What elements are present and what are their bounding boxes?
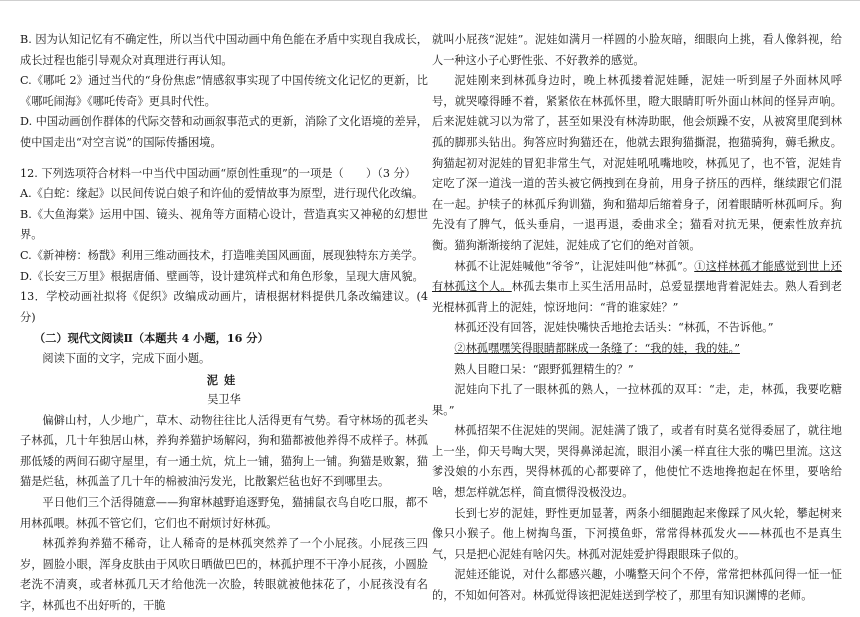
option-d: D. 中国动画创作群体的代际交替和动画叙事范式的更新，消除了文化语境的差异，使中国走出“对空言说”的国际传播困境。 [20,115,428,149]
story-paragraph-7: 熟人目瞪口呆：“跟野狐狸精生的？” [454,362,634,376]
option-c: C.《哪吒 2》通过当代的“身份焦虑”情感叙事实现了中国传统文化记忆的更新，比《哪吒闹海》《哪吒传奇》更具时代性。 [20,74,428,108]
underlined-sentence-1: ①这样林孤才能感觉到世上还有林孤这个人。 [432,259,842,294]
option-b: B. 因为认知记忆有不确定性，所以当代中国动画中角色能在矛盾中实现自我成长，成长过程也能引导观众对真理进行再认知。 [20,33,428,67]
underlined-sentence-2: ②林孤嘿嘿笑得眼睛都眯成一条缝了：“我的娃，我的娃。” [454,341,740,355]
section-heading: （二）现代文阅读Ⅱ（本题共 4 小题，16 分） [34,331,269,346]
question-12-option-b: B.《大鱼海棠》运用中国、镜头、视角等方面精心设计，营造真实又神秘的幻想世界。 [20,207,428,242]
question-12-option-c: C.《新神榜：杨戬》利用三维动画技术，打造唯美国风画面，展现独特东方美学。 [20,248,424,262]
question-13: 13．学校动画社拟将《促织》改编成动画片，请根据材料提供几条改编建议。(4 分) [20,290,428,324]
story-continuation: 就叫小屁孩“泥娃”。泥娃如满月一样圆的小脸灰暗，细眼向上挑，看人像斜视，给人一种这小子心野性张、不好教养的感觉。 [432,33,842,67]
question-12-option-a: A.《白蛇：缘起》以民间传说白娘子和许仙的爱情故事为原型，进行现代化改编。 [20,187,424,201]
page-top-edge [0,0,860,1]
paragraph-5-lead: 林孤不让泥娃喊他“爷爷”，让泥娃叫他“林孤”。 [454,259,695,273]
paragraph-5-tail: 林孤去集市上买生活用品时，总爱显摆地背着泥娃去。熟人看到老光棍林孤背上的泥娃，惊讶地问：“背的谁家娃？” [432,280,842,314]
reading-instruction: 阅读下面的文字，完成下面小题。 [42,351,211,365]
story-paragraph-2: 平日他们三个活得随意——狗窜林越野追逐野兔，猫捕鼠衣鸟自吃口服，都不用林孤喂。林孤不管它们，它们也不耐烦讨好林孤。 [20,496,428,530]
story-paragraph-10: 长到七岁的泥娃，野性更加显著，两条小细腿跑起来像踩了风火轮，攀起树来像只小猴子。他上树掏鸟蛋，下河摸鱼虾，常常得林孤发火——林孤也不是真生气，只是把心泥娃有啥闪失。林孤对泥娃爱护得跟眼珠子似的。 [432,506,842,561]
question-12-option-d: D.《长安三万里》根据唐俑、壁画等，设计建筑样式和角色形象，呈现大唐风貌。 [20,269,424,283]
story-title: 泥娃 [206,372,242,387]
story-paragraph-9: 林孤招架不住泥娃的哭闹。泥娃满了饿了，或者有时莫名觉得委屈了，就往地上一坐，仰天号啕大哭，哭得鼻涕起流，眼泪小溪一样直往大张的嘴巴里流。这这爹没娘的小东西，哭得林孤的心都要碎了，他使忙不迭地搀抱起在怀里，要啥给啥，想怎样就怎样，简直惯得没极没边。 [432,424,842,500]
left-column [20,30,428,617]
story-paragraph-5 [432,257,842,319]
story-paragraph-11: 泥娃还能说，对什么都感兴趣，小嘴整天问个不停，常常把林孤问得一怔一怔的，不知如何答对。林孤觉得该把泥娃送到学校了，那里有知识渊博的老师。 [432,568,842,603]
story-paragraph-3: 林孤养狗养猫不稀奇，让人稀奇的是林孤突然养了一个小屁孩。小屁孩三四岁，圆脸小眼，浑身皮肤由于风吹日晒做巴巴的，林孤护理不干净小屁孩，小圆脸老洗不清爽，或者林孤几天才给他洗一次脸，转眼就被他抹花了，小屁孩没有名字，林孤也不出好听的，干脆 [20,537,428,613]
question-12: 12. 下列选项符合材料一中当代中国动画“原创性重现”的一项是（ ）（3 分） [20,166,416,180]
story-paragraph-4: 泥娃刚来到林孤身边时，晚上林孤搂着泥娃睡，泥娃一听到屋子外面林风呼号，就哭嚎得睡不着，紧紧依在林孤怀里，瞪大眼睛盯听外面山林间的怪异声响。后来泥娃就习以为常了，甚至如果没有林涛助眠，他会烦躁不安，从被窝里爬到林孤的脚那头钻出。狗答应时狗猫还在，他就去跟狗猫撕混，抱猫骑狗，薅毛揪皮。狗猫起初对泥娃的冒犯非常生气，对泥娃吼吼嘴地咬，林孤见了，也不管，泥娃肯定吃了深一道浅一道的苦头被它俩拽到在身前，用身子挤压的西样，继续跟它们混在一起。护犊子的林孤斥狗训猫，狗和猫却后缩着身子，闭着眼睛听林孤呵斥。狗先没有了脾气，低头垂肩，一退再退，委曲求全；猫看对抗无果，便索性放弃抗衡。猫狗渐渐接纳了泥娃，泥娃成了它们的绝对首领。 [432,74,842,252]
spacer [20,154,428,164]
right-column [432,30,842,607]
story-paragraph-8: 泥娃向下扎了一眼林孤的熟人，一拉林孤的双耳：“走，走，林孤，我要吃糖果。” [432,383,842,417]
story-paragraph-6: 林孤还没有回答，泥娃快嘴快舌地抢去话头：“林孤，不告诉他。” [454,321,774,335]
story-author: 吴卫华 [207,393,241,407]
story-paragraph-1: 偏僻山村，人少地广，草木、动物往往比人活得更有气势。看守林场的孤老头子林孤，几十年独居山林，养狗养猫护场解闷，狗和猫都被他养得不成样子。林孤那低矮的两间石砌守屋里，有一通土炕，炕上一铺，猫狗上一铺。狗猫是败絮，猫猫是烂毡，林孤盖了几十年的棉被油污发光，比散絮烂毡也好不到哪里去。 [20,413,428,489]
